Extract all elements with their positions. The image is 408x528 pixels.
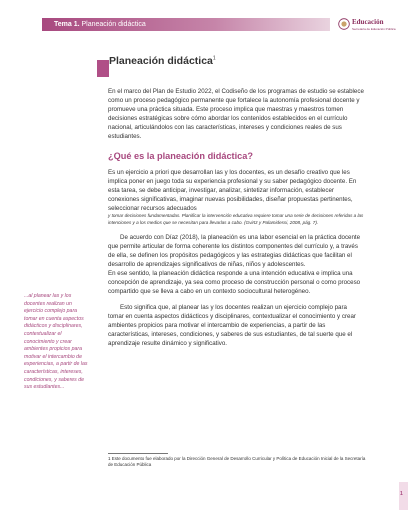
sep-logo [336, 17, 396, 35]
footnote: 1 Este documento fue elaborado por la Dirección General de Desarrollo Curricular y Política de Educación Inicial de la Secretaría de Educación Pública [108, 456, 366, 467]
page-title [109, 55, 216, 67]
header-subtitle: Planeación didáctica [81, 21, 146, 28]
header-tema: Tema 1. [54, 21, 80, 28]
page-title-text: Planeación didáctica [109, 55, 213, 67]
significa-paragraph: Esto significa que, al planear las y los docentes realizan un ejercicio complejo para tomar en cuenta aspectos didácticos y disciplinares, contextualizar el conocimiento y crear ambientes propicios para motivar el intercambio de experiencias, a partir de las características, intereses, condiciones, y saberes de sus estudiantes, de tal suerte que el aprendizaje resulte dinámico y significativo. [108, 304, 356, 347]
sense-paragraph: En ese sentido, la planeación didáctica responde a una intención educativa e implica una concepción de aprendizaje, ya sea como proceso de construcción personal o como proceso compartido que se lleva a cabo en un contexto sociocultural heterogéneo. [108, 270, 361, 295]
citation-quote: y tomar decisiones fundamentadas. Planificar la intervención educativa requiere tomar una serie de decisiones referidas a las intenciones y a los medios que se necesitan para llevarlas a cabo. (Gvirtz y Palamidessi, 2008, pág. 7). [108, 213, 364, 225]
header-title [54, 19, 146, 30]
page-number: 1 [400, 491, 403, 497]
logo-word: Educación [352, 18, 384, 26]
logo-subtitle: Secretaría de Educación Pública [352, 27, 396, 31]
definition-paragraph: Es un ejercicio a priori que desarrollan las y los docentes, es un desafío creativo que les implica poner en juego toda su experiencia profesional y su saber pedagógico docente. En esta tarea, se debe anticipar, investigar, analizar, sintetizar información, establecer conexiones significativas, imaginar nuevas posibilidades, diseñar propuestas pertinentes, seleccionar recursos adecuados [108, 169, 357, 212]
title-accent [97, 60, 109, 77]
intro-paragraph: En el marco del Plan de Estudio 2022, el Codiseño de los programas de estudio se establece como un proceso pedagógico permanente que fortalece la autonomía profesional docente y promueve una práctica situada. Este proceso implica que maestras y maestros tomen decisiones estratégicas sobre cómo abordar los contenidos establecidos en el currículo nacional, articulándolos con las características, intereses y condiciones reales de sus estudiantes. [108, 88, 364, 140]
side-pull-quote: ...al planear las y los docentes realizan un ejercicio complejo para tomar en cuenta aspectos didácticos y disciplinares, contextualizar el conocimiento y crear ambientes propicios para motivar el intercambio de experiencias, a partir de las características, intereses, condiciones, y saberes de sus estudiantes... [24, 293, 88, 391]
section-heading: ¿Qué es la planeación didáctica? [108, 151, 254, 161]
title-footnote-ref: 1 [212, 55, 216, 62]
diaz-paragraph: De acuerdo con Díaz (2018), la planeación es una labor esencial en la práctica docente que permite articular de forma coherente los distintos componentes del currículo y, a través de ella, se definen los propósitos pedagógicos y las estrategias didácticas que facilitan el desarrollo de aprendizajes significativos de niñas, niños y adolescentes. [108, 234, 361, 268]
header-bar [42, 18, 330, 31]
footnote-divider [108, 453, 168, 454]
main-content [108, 87, 364, 348]
seal-icon [338, 18, 350, 30]
